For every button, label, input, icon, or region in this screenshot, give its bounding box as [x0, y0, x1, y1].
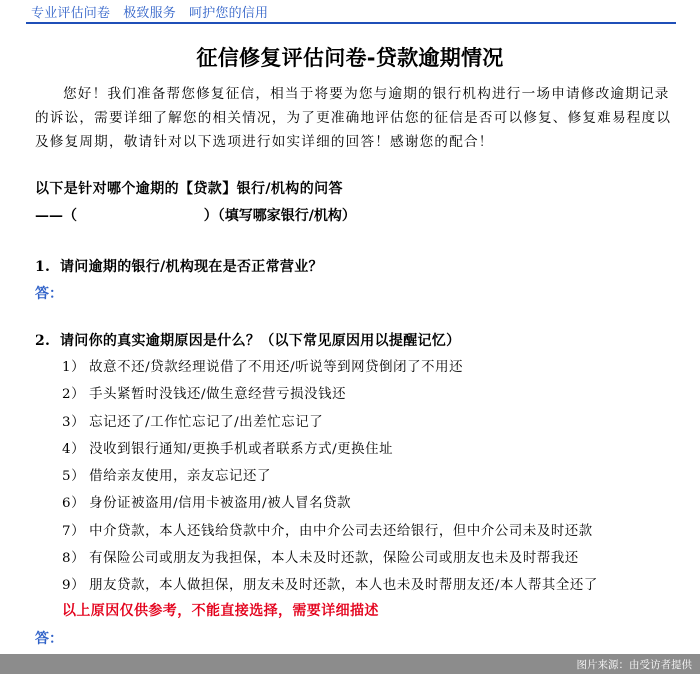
reason-list	[62, 356, 598, 602]
reason-number: 3）	[62, 414, 86, 430]
reason-item	[62, 411, 598, 438]
reason-number: 4）	[62, 441, 86, 457]
reason-text: 忘记还了/工作忙忘记了/出差忙忘记了	[89, 414, 324, 430]
question-1	[35, 256, 323, 276]
reason-item	[62, 547, 598, 574]
reason-item	[62, 465, 598, 492]
bank-fill-line: ——（ ）（填写哪家银行/机构）	[35, 208, 356, 224]
page-title: 征信修复评估问卷-贷款逾期情况	[196, 46, 504, 70]
reason-text: 身份证被盗用/信用卡被盗用/被人冒名贷款	[89, 496, 352, 512]
reason-text: 有保险公司或朋友为我担保，本人未及时还款，保险公司或朋友也未及时帮我还	[89, 551, 579, 567]
reason-text: 借给亲友使用，亲友忘记还了	[89, 469, 272, 485]
reference-note: 以上原因仅供参考，不能直接选择，需要详细描述	[62, 603, 379, 619]
reason-number: 6）	[62, 496, 86, 512]
header-bar	[26, 0, 676, 24]
reason-item	[62, 574, 598, 601]
reason-number: 5）	[62, 469, 86, 485]
question-number: 2.	[35, 333, 51, 349]
question-2	[35, 330, 460, 350]
reason-text: 故意不还/贷款经理说借了不用还/听说等到网贷倒闭了不用还	[89, 360, 464, 375]
reason-number: 7）	[62, 523, 86, 539]
reason-number: 2）	[62, 387, 86, 403]
question-text: 请问你的真实逾期原因是什么？（以下常见原因用以提醒记忆）	[60, 333, 461, 349]
question-number: 1.	[35, 259, 51, 275]
reason-item	[62, 383, 598, 410]
reason-item	[62, 438, 598, 465]
reason-number: 8）	[62, 551, 86, 567]
section-prompt: 以下是针对哪个逾期的【贷款】银行/机构的问答	[35, 181, 343, 197]
intro-paragraph: 您好！我们准备帮您修复征信，相当于将要为您与逾期的银行机构进行一场申请修改逾期记录的诉讼，需要详细了解您的相关情况，为了更准确地评估您的征信是否可以修复、修复难易程度以及修复周期，敬请针对以下选项进行如实详细的回答！感谢您的配合！	[35, 86, 672, 150]
answer-label-1: 答：	[35, 286, 63, 302]
reason-text: 朋友贷款，本人做担保，朋友未及时还款，本人也未及时帮朋友还/本人帮其全还了	[89, 578, 598, 594]
reason-item	[62, 356, 598, 383]
reason-number: 1）	[62, 360, 86, 375]
reason-text: 中介贷款，本人还钱给贷款中介，由中介公司去还给银行，但中介公司未及时还款	[89, 523, 593, 539]
reason-item	[62, 492, 598, 519]
image-credit: 图片来源：由受访者提供	[576, 659, 692, 671]
reason-text: 手头紧暂时没钱还/做生意经营亏损没钱还	[89, 387, 347, 403]
reason-text: 没收到银行通知/更换手机或者联系方式/更换住址	[89, 441, 394, 457]
image-credit-bar	[0, 654, 700, 674]
answer-label-2: 答：	[35, 631, 63, 647]
reason-number: 9）	[62, 578, 86, 594]
reason-item	[62, 520, 598, 547]
question-text: 请问逾期的银行/机构现在是否正常营业？	[60, 259, 323, 275]
header-tagline: 专业评估问卷 极致服务 呵护您的信用	[31, 6, 269, 21]
